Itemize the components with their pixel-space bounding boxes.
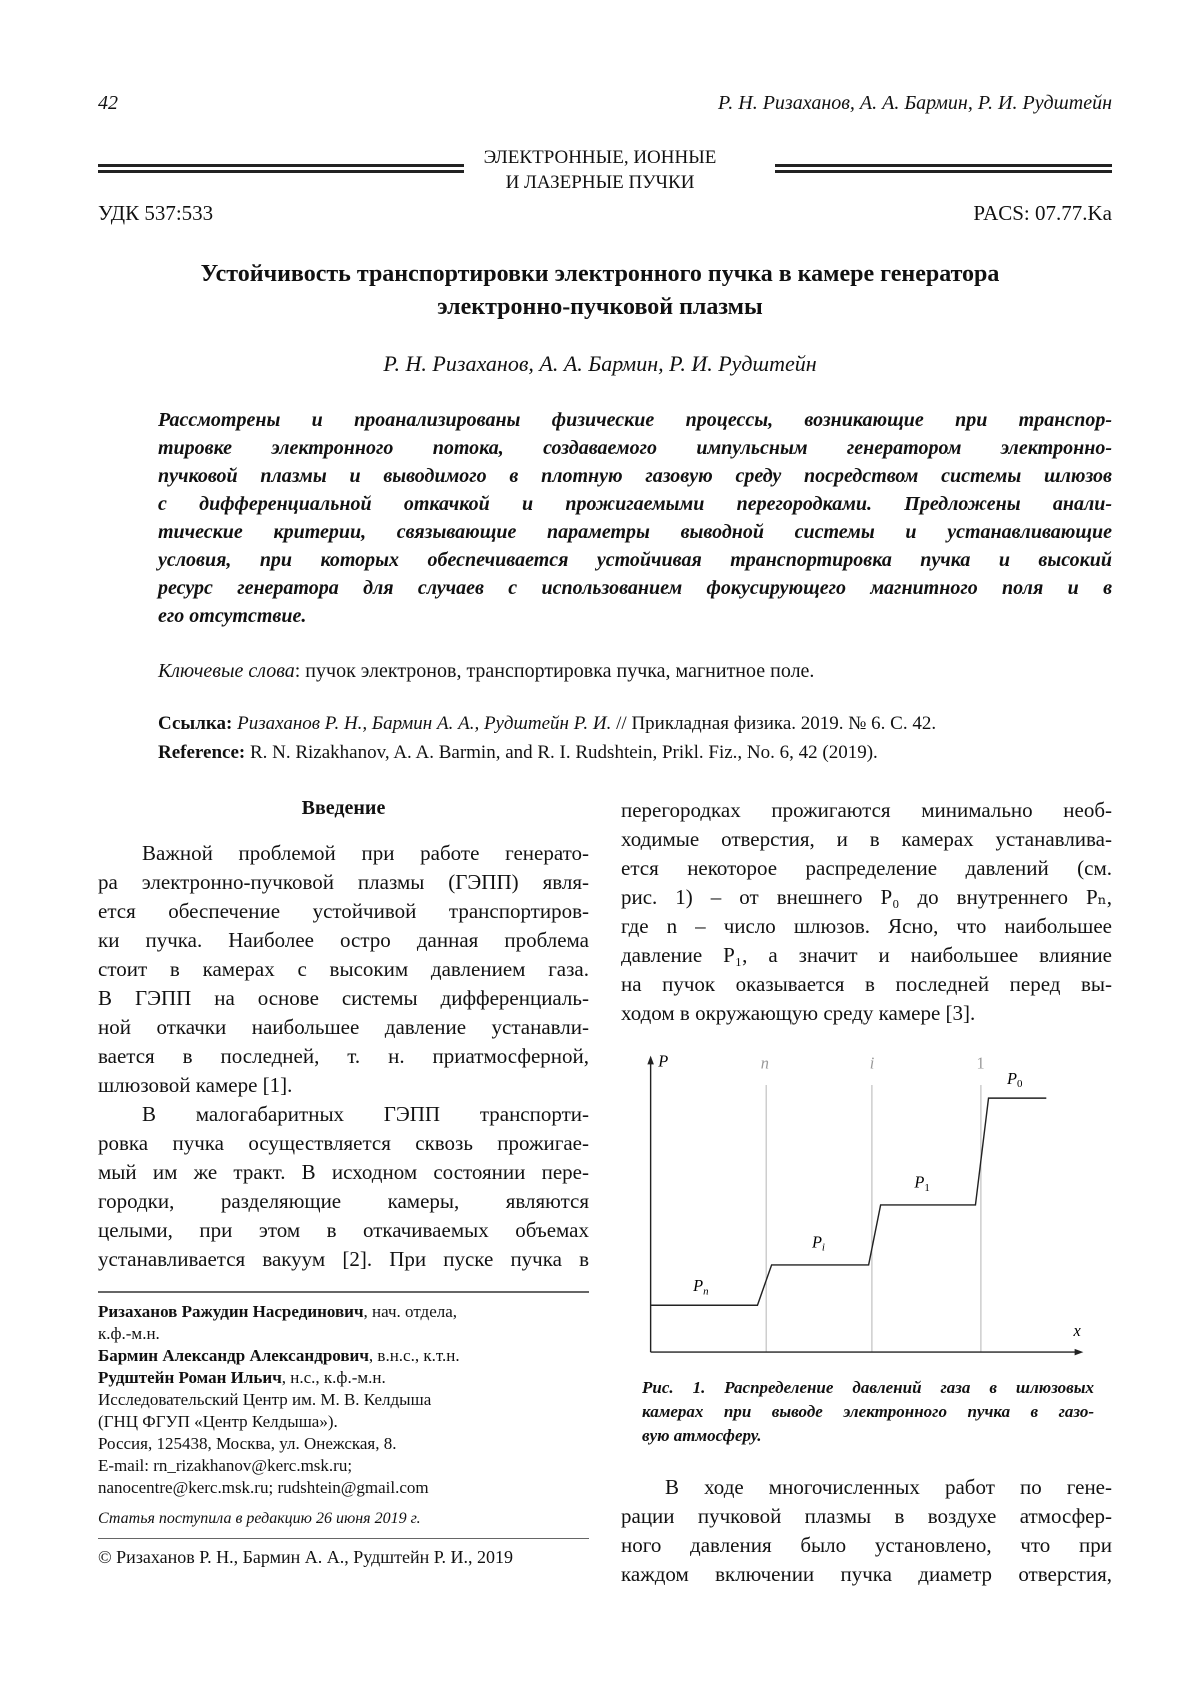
gate-label-n: n — [761, 1054, 769, 1073]
text-line: ходом в окружающую среду камере [3]. — [621, 999, 1112, 1028]
text-line: мый им же тракт. В исходном состоянии пере- — [98, 1158, 589, 1187]
author-degree: к.ф.-м.н. — [98, 1323, 589, 1345]
abstract-line: тические критерии, связывающие параметры выводной системы и устанавливающие — [158, 518, 1112, 546]
gate-label-i: i — [870, 1054, 875, 1073]
text-line: ной откачки наибольшее давление устанавли- — [98, 1013, 589, 1042]
gate-label-1: 1 — [977, 1054, 985, 1073]
organization-short: (ГНЦ ФГУП «Центр Келдыша»). — [98, 1411, 589, 1433]
text-line: Важной проблемой при работе генерато- — [98, 839, 589, 868]
author-position: , в.н.с., к.т.н. — [369, 1346, 460, 1365]
text-line: ки пучка. Наиболее остро данная проблема — [98, 926, 589, 955]
received-date: Статья поступила в редакцию 26 июня 2019 г. — [98, 1508, 589, 1530]
right-column-text-continued — [621, 1473, 1112, 1589]
reference-text: R. N. Rizakhanov, A. A. Barmin, and R. I. Rudshtein, Prikl. Fiz., No. 6, 42 (2019). — [245, 742, 878, 763]
email: nanocentre@kerc.msk.ru; rudshtein@gmail.com — [98, 1477, 589, 1499]
email: E-mail: rn_rizakhanov@kerc.msk.ru; — [98, 1455, 589, 1477]
intro-heading: Введение — [98, 797, 589, 820]
citation-en — [158, 742, 878, 764]
right-column-text — [621, 796, 1112, 1028]
text-line: где n – число шлюзов. Ясно, что наибольшее — [621, 912, 1112, 941]
left-column-text — [98, 839, 589, 1274]
reference-label: Reference: — [158, 742, 245, 763]
pressure-distribution-figure — [632, 1036, 1090, 1363]
caption-line: Рис. 1. Распределение давлений газа в шлюзовых — [642, 1376, 1094, 1400]
udk-code: УДК 537:533 — [98, 201, 213, 226]
title-line: электронно-пучковой плазмы — [100, 291, 1100, 324]
text-line: городки, разделяющие камеры, являются — [98, 1187, 589, 1216]
author-name: Рудштейн Роман Ильич — [98, 1368, 282, 1387]
text-line: ходимые отверстия, и в камерах устанавлива- — [621, 825, 1112, 854]
text-line: каждом включении пучка диаметр отверстия, — [621, 1560, 1112, 1589]
author-name: Бармин Александр Александрович — [98, 1346, 369, 1365]
text-line: В ГЭПП на основе системы дифференциаль- — [98, 984, 589, 1013]
section-heading-line: ЭЛЕКТРОННЫЕ, ИОННЫЕ — [0, 145, 1200, 170]
label-p0: P0 — [1006, 1069, 1023, 1090]
abstract-line: условия, при которых обеспечивается устойчивая транспортировка пучка и высокий — [158, 546, 1112, 574]
label-pn: Pn — [692, 1276, 708, 1297]
running-header-authors: Р. Н. Ризаханов, А. А. Бармин, Р. И. Рудштейн — [718, 92, 1112, 115]
article-title — [100, 258, 1100, 324]
text-line: рис. 1) – от внешнего P₀ до внутреннего Pₙ, — [621, 883, 1112, 912]
x-axis-arrow-icon — [1075, 1349, 1084, 1356]
keywords-text: : пучок электронов, транспортировка пучка, магнитное поле. — [295, 660, 815, 682]
abstract-line: его отсутствие. — [158, 602, 1112, 630]
abstract — [158, 406, 1112, 630]
organization: Исследовательский Центр им. М. В. Келдыша — [98, 1389, 589, 1411]
footnote-divider — [98, 1291, 589, 1293]
text-line: устанавливается вакуум [2]. При пуске пучка в — [98, 1245, 589, 1274]
text-line: давление P₁, а значит и наибольшее влияние — [621, 941, 1112, 970]
text-line: ного давления было установлено, что при — [621, 1531, 1112, 1560]
text-line: В малогабаритных ГЭПП транспорти- — [98, 1100, 589, 1129]
section-heading-line: И ЛАЗЕРНЫЕ ПУЧКИ — [0, 170, 1200, 195]
copyright: © Ризаханов Р. Н., Бармин А. А., Рудштейн Р. И., 2019 — [98, 1546, 589, 1568]
author-info-footnote — [98, 1301, 589, 1499]
citation-ru — [158, 713, 936, 735]
text-line: ровка пучка осуществляется сквозь прожигае- — [98, 1129, 589, 1158]
figure-caption — [642, 1376, 1094, 1448]
author-position: , н.с., к.ф.-м.н. — [282, 1368, 386, 1387]
keywords-label: Ключевые слова — [158, 660, 295, 682]
label-p1: P1 — [913, 1173, 929, 1194]
article-authors: Р. Н. Ризаханов, А. А. Бармин, Р. И. Рудштейн — [0, 351, 1200, 377]
abstract-line: с дифференциальной откачкой и прожигаемыми перегородками. Предложены анали- — [158, 490, 1112, 518]
caption-line: вую атмосферу. — [642, 1424, 1094, 1448]
author-position: , нач. отдела, — [364, 1302, 457, 1321]
author-name: Ризаханов Ражудин Насрединович — [98, 1302, 364, 1321]
text-line: ется некоторое распределение давлений (см. — [621, 854, 1112, 883]
caption-line: камерах при выводе электронного пучка в газо- — [642, 1400, 1094, 1424]
section-heading — [0, 145, 1200, 195]
text-line: шлюзовой камере [1]. — [98, 1071, 589, 1100]
pacs-code: PACS: 07.77.Ka — [973, 201, 1112, 226]
abstract-line: тировке электронного потока, создаваемого импульсным генератором электронно- — [158, 434, 1112, 462]
text-line: ра электронно-пучковой плазмы (ГЭПП) явля- — [98, 868, 589, 897]
text-line: перегородках прожигаются минимально необ- — [621, 796, 1112, 825]
abstract-line: пучковой плазмы и выводимого в плотную газовую среду посредством системы шлюзов — [158, 462, 1112, 490]
text-line: стоит в камерах с высоким давлением газа. — [98, 955, 589, 984]
text-line: вается в последней, т. н. приатмосферной, — [98, 1042, 589, 1071]
page-number: 42 — [98, 92, 118, 115]
abstract-line: Рассмотрены и проанализированы физические процессы, возникающие при транспор- — [158, 406, 1112, 434]
label-pi: Pi — [811, 1232, 825, 1253]
text-line: рации пучковой плазмы в воздухе атмосфер- — [621, 1502, 1112, 1531]
abstract-line: ресурс генератора для случаев с использованием фокусирующего магнитного поля и в — [158, 574, 1112, 602]
pressure-curve — [651, 1098, 1047, 1305]
text-line: В ходе многочисленных работ по гене- — [621, 1473, 1112, 1502]
citation-authors: Ризаханов Р. Н., Бармин А. А., Рудштейн Р. И. — [232, 713, 611, 734]
address: Россия, 125438, Москва, ул. Онежская, 8. — [98, 1433, 589, 1455]
text-line: на пучок оказывается в последней перед вы- — [621, 970, 1112, 999]
y-axis-label: P — [657, 1052, 668, 1071]
citation-source: // Прикладная физика. 2019. № 6. С. 42. — [611, 713, 936, 734]
y-axis-arrow-icon — [647, 1056, 654, 1065]
copyright-divider — [98, 1538, 589, 1539]
title-line: Устойчивость транспортировки электронного пучка в камере генератора — [100, 258, 1100, 291]
text-line: ется обеспечение устойчивой транспортиров- — [98, 897, 589, 926]
x-axis-label: x — [1073, 1321, 1082, 1340]
keywords — [158, 660, 814, 683]
text-line: целыми, при этом в откачиваемых объемах — [98, 1216, 589, 1245]
citation-label: Ссылка: — [158, 713, 232, 734]
